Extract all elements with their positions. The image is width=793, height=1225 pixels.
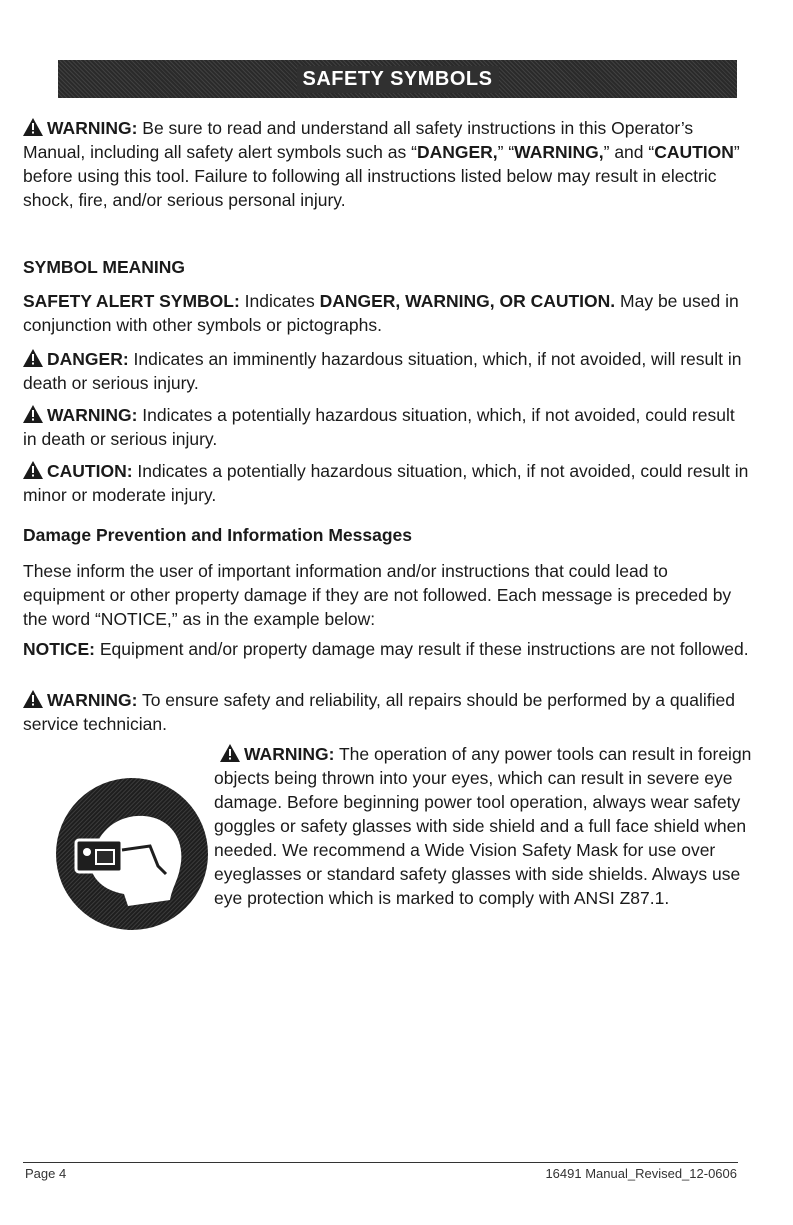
- page-number: Page 4: [25, 1166, 67, 1181]
- safety-alert-icon: [220, 744, 240, 762]
- safety-alert-icon: [23, 461, 43, 479]
- repair-warning-paragraph: WARNING: To ensure safety and reliability, all repairs should be performed by a qualified service technician.: [23, 690, 736, 734]
- footer-divider: [23, 1162, 738, 1163]
- caution-definition: CAUTION: Indicates a potentially hazardous situation, which, if not avoided, could result in minor or moderate injury.: [23, 461, 749, 505]
- section-title: SAFETY SYMBOLS: [297, 66, 499, 93]
- warning-label: WARNING:: [47, 405, 138, 425]
- safety-alert-label: SAFETY ALERT SYMBOL:: [23, 291, 240, 311]
- damage-prevention-paragraph: These inform the user of important information and/or instructions that could lead to equipment or other property damage if they are not followed. Each message is preceded by the word “NOTICE,” as in the example below:: [23, 561, 732, 629]
- safety-alert-paragraph: SAFETY ALERT SYMBOL: Indicates DANGER, WARNING, OR CAUTION. May be used in conjunction with other symbols or pictographs.: [23, 291, 739, 335]
- safety-alert-icon: [23, 690, 43, 708]
- warning-definition: WARNING: Indicates a potentially hazardous situation, which, if not avoided, could result in death or serious injury.: [23, 405, 735, 449]
- safety-alert-icon: [23, 405, 43, 423]
- warning-label: WARNING:: [244, 744, 335, 764]
- intro-warning-paragraph: WARNING: Be sure to read and understand all safety instructions in this Operator’s Manual, including all safety alert symbols such as “DANGER,” “WARNING,” and “CAUTION” before using this tool. Failure to following all instructions listed below may result in electric shock, fire, and/or serious personal injury.: [23, 118, 740, 210]
- danger-label: DANGER:: [47, 349, 129, 369]
- caution-label: CAUTION:: [47, 461, 133, 481]
- document-id: 16491 Manual_Revised_12-0606: [545, 1166, 737, 1181]
- eye-protection-warning: WARNING: The operation of any power tools can result in foreign objects being thrown into your eyes, which can result in severe eye damage. Before beginning power tool operation, always wear safety goggles or safety glasses with side shield and a full face shield when needed. We recommend a Wide Vision Safety Mask for use over eyeglasses or standard safety glasses with side shields. Always use eye protection which is marked to comply with ANSI Z87.1.: [214, 744, 752, 908]
- safety-alert-icon: [23, 349, 43, 367]
- warning-label: WARNING:: [47, 118, 138, 138]
- notice-label: NOTICE:: [23, 639, 95, 659]
- damage-prevention-heading: Damage Prevention and Information Messages: [23, 525, 412, 545]
- warning-label: WARNING:: [47, 690, 138, 710]
- notice-paragraph: NOTICE: Equipment and/or property damage may result if these instructions are not followed.: [23, 639, 749, 659]
- section-header-bar: [58, 60, 737, 98]
- danger-definition: DANGER: Indicates an imminently hazardous situation, which, if not avoided, will result in death or serious injury.: [23, 349, 742, 393]
- eye-protection-icon: [54, 776, 210, 932]
- safety-alert-icon: [23, 118, 43, 136]
- symbol-meaning-heading: SYMBOL MEANING: [23, 257, 186, 277]
